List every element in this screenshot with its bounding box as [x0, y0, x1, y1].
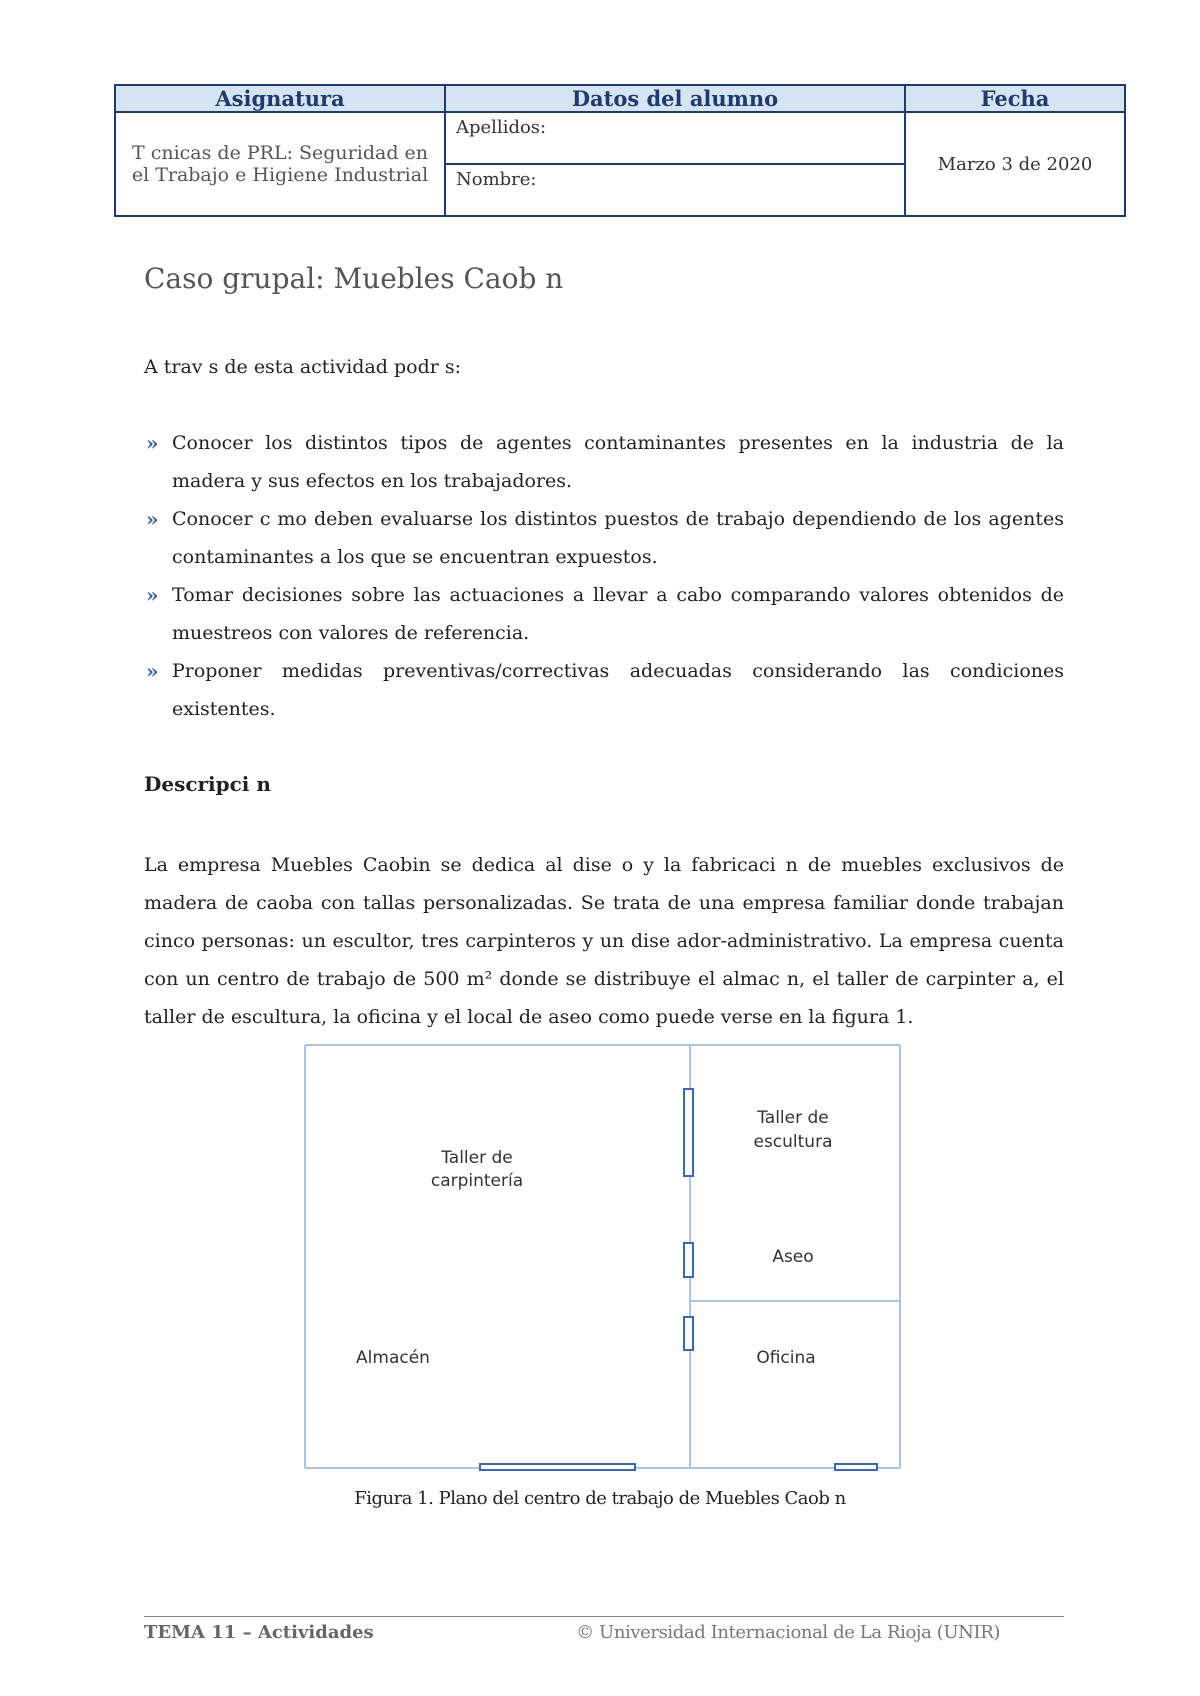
room-label-carpentry-2: carpintería — [430, 1171, 524, 1191]
figure-caption: Figura 1. Plano del centro de trabajo de Muebles Caob n — [354, 1488, 846, 1509]
chevron-right-icon: » — [146, 583, 159, 607]
intro-text: A trav s de esta actividad podr s: — [144, 356, 462, 378]
door-toilet — [684, 1243, 693, 1277]
header-date-label: Fecha — [905, 85, 1125, 112]
subject-name: T cnicas de PRL: Seguridad en el Trabajo e Higiene Industrial — [115, 112, 445, 216]
surname-field[interactable]: Apellidos: — [445, 112, 905, 164]
room-label-carpentry-1: Taller de — [441, 1148, 513, 1168]
name-field[interactable]: Nombre: — [445, 164, 905, 216]
page-title: Caso grupal: Muebles Caob n — [144, 262, 564, 295]
footer-divider — [144, 1616, 1064, 1617]
door-sculpture — [684, 1089, 693, 1176]
room-label-sculpture-2: escultura — [753, 1132, 833, 1152]
footer-copyright: © Universidad Internacional de La Rioja (UNIR) — [576, 1622, 1000, 1643]
list-item-text: Conocer los distintos tipos de agentes contaminantes presentes en la industria de la madera y sus efectos en los trabajadores. — [172, 432, 1064, 492]
room-label-sculpture-1: Taller de — [757, 1108, 829, 1128]
list-item — [144, 652, 1064, 728]
objectives-list — [144, 424, 1064, 728]
list-item — [144, 500, 1064, 576]
header-subject-label: Asignatura — [115, 85, 445, 112]
description-paragraph: La empresa Muebles Caobin se dedica al dise o y la fabricaci n de muebles exclusivos de madera de caoba con tallas personalizadas. Se trata de una empresa familiar donde trabajan cinco personas: un escultor, tres carpinteros y un dise ador-administrativo. La empresa cuenta con un centro de trabajo de 500 m² donde se distribuye el almac n, el taller de carpinter a, el taller de escultura, la oficina y el local de aseo como puede verse en la figura 1. — [144, 854, 1064, 1028]
list-item-text: Tomar decisiones sobre las actuaciones a llevar a cabo comparando valores obtenidos de muestreos con valores de referencia. — [172, 584, 1064, 644]
room-label-toilet: Aseo — [772, 1247, 814, 1267]
door-main — [480, 1464, 635, 1470]
chevron-right-icon: » — [146, 659, 159, 683]
chevron-right-icon: » — [146, 431, 159, 455]
room-label-office: Oficina — [756, 1348, 816, 1368]
floor-plan — [300, 1040, 910, 1476]
door-office-exterior — [835, 1464, 877, 1470]
list-item-text: Conocer c mo deben evaluarse los distintos puestos de trabajo dependiendo de los agentes contaminantes a los que se encuentran expuestos. — [172, 508, 1064, 568]
list-item — [144, 424, 1064, 500]
door-office — [684, 1317, 693, 1350]
list-item-text: Proponer medidas preventivas/correctivas adecuadas considerando las condiciones existentes. — [172, 660, 1064, 720]
header-table — [114, 84, 1126, 217]
list-item — [144, 576, 1064, 652]
header-student-label: Datos del alumno — [445, 85, 905, 112]
room-label-warehouse: Almacén — [356, 1348, 430, 1368]
section-heading: Descripci n — [144, 772, 271, 796]
chevron-right-icon: » — [146, 507, 159, 531]
footer-topic: TEMA 11 – Actividades — [144, 1622, 374, 1643]
date-value: Marzo 3 de 2020 — [905, 112, 1125, 216]
